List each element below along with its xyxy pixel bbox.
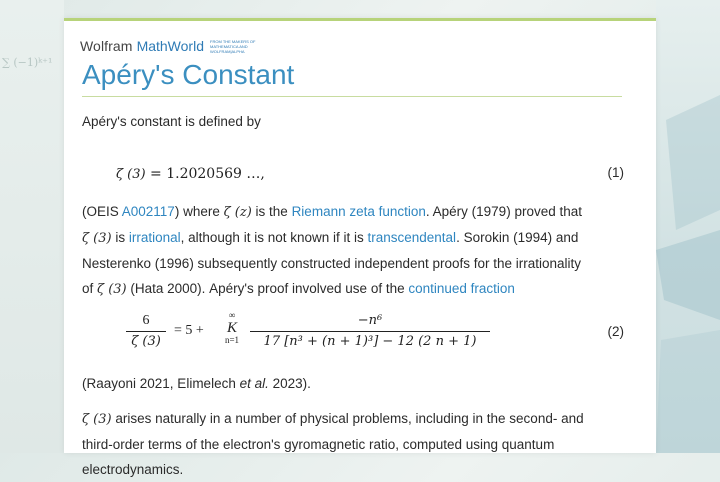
paragraph-3 [82, 406, 638, 482]
eq2-lhs-denominator: ζ (3) [131, 334, 161, 349]
paragraph-3-line-3: electrodynamics. [82, 462, 184, 477]
page-title: Apéry's Constant [82, 59, 295, 90]
paragraph-2-line-1 [82, 199, 638, 225]
text: (Hata 2000). Apéry's proof involved use of the [126, 281, 409, 296]
zeta-3: ζ (3) [82, 412, 112, 427]
background-decoration [656, 0, 720, 453]
paragraph-2-line-2 [82, 225, 638, 251]
text: arises naturally in a number of physical problems, including in the second- and [111, 411, 584, 426]
text: 2023). [268, 376, 311, 391]
paragraph-2-line-4 [82, 276, 638, 302]
k-operator: K [226, 320, 237, 336]
zeta-z: ζ (z) [223, 205, 252, 220]
k-upper-limit: ∞ [228, 310, 236, 320]
paragraph-2-line-3: Nesterenko (1996) subsequently constructed independent proofs for the irrationality [82, 256, 582, 271]
eq1-rhs: = 1.2020569 …, [145, 166, 265, 182]
eq2-lhs-numerator: 6 [142, 313, 150, 328]
logo-wolfram-text: Wolfram [80, 38, 133, 54]
eq2-rhs-denominator: 17 [n³ + (n + 1)³] − 12 (2 n + 1) [263, 334, 477, 349]
paragraph-3-line-1 [82, 406, 638, 432]
paragraph-3-line-2: third-order terms of the electron's gyromagnetic ratio, computed using quantum [82, 437, 555, 452]
text: is [111, 230, 129, 245]
continued-fraction-link[interactable]: continued fraction [408, 281, 515, 296]
eq2-lhs-fraction [126, 311, 166, 352]
text: (Raayoni 2021, Elimelech [82, 376, 240, 391]
logo-tagline: FROM THE MAKERS OF MATHEMATICA AND WOLFRAM|ALPHA [210, 38, 256, 54]
zeta-3: ζ (3) [82, 231, 112, 246]
irrational-link[interactable]: irrational [128, 230, 181, 245]
riemann-zeta-link[interactable]: Riemann zeta function [291, 204, 426, 219]
mathworld-logo[interactable] [80, 36, 280, 56]
oeis-link[interactable]: A002117 [121, 204, 175, 219]
text: . Sorokin (1994) and [456, 230, 579, 245]
zeta-3: ζ (3) [97, 282, 127, 297]
text: . Apéry (1979) proved that [425, 204, 582, 219]
background-right-panel [656, 0, 720, 453]
text: is the [251, 204, 292, 219]
equation-1 [116, 166, 265, 182]
transcendental-link[interactable]: transcendental [367, 230, 457, 245]
text: of [82, 281, 98, 296]
text: ) where [174, 204, 224, 219]
eq2-rhs-fraction [250, 311, 490, 352]
equation-2-number: (2) [607, 324, 624, 339]
intro-text: Apéry's constant is defined by [82, 114, 261, 129]
background-left-panel [0, 0, 64, 453]
logo-mathworld-text: MathWorld [136, 38, 204, 54]
eq2-equals: = 5 + [174, 323, 204, 338]
title-divider [82, 96, 622, 97]
k-lower-limit: n=1 [224, 335, 240, 345]
text: , although it is not known if it is [180, 230, 368, 245]
equation-1-number: (1) [607, 165, 624, 180]
citation [82, 371, 638, 396]
eq2-continued-fraction-operator [222, 311, 242, 345]
text: (OEIS [82, 204, 122, 219]
paragraph-2 [82, 199, 638, 302]
eq1-lhs: ζ (3) [116, 167, 146, 182]
background-formula: ∑ (−1)ᵏ⁺¹ [2, 56, 53, 69]
eq2-rhs-numerator: −n⁶ [357, 313, 383, 328]
article-page [64, 18, 656, 477]
et-al: et al. [239, 376, 269, 391]
